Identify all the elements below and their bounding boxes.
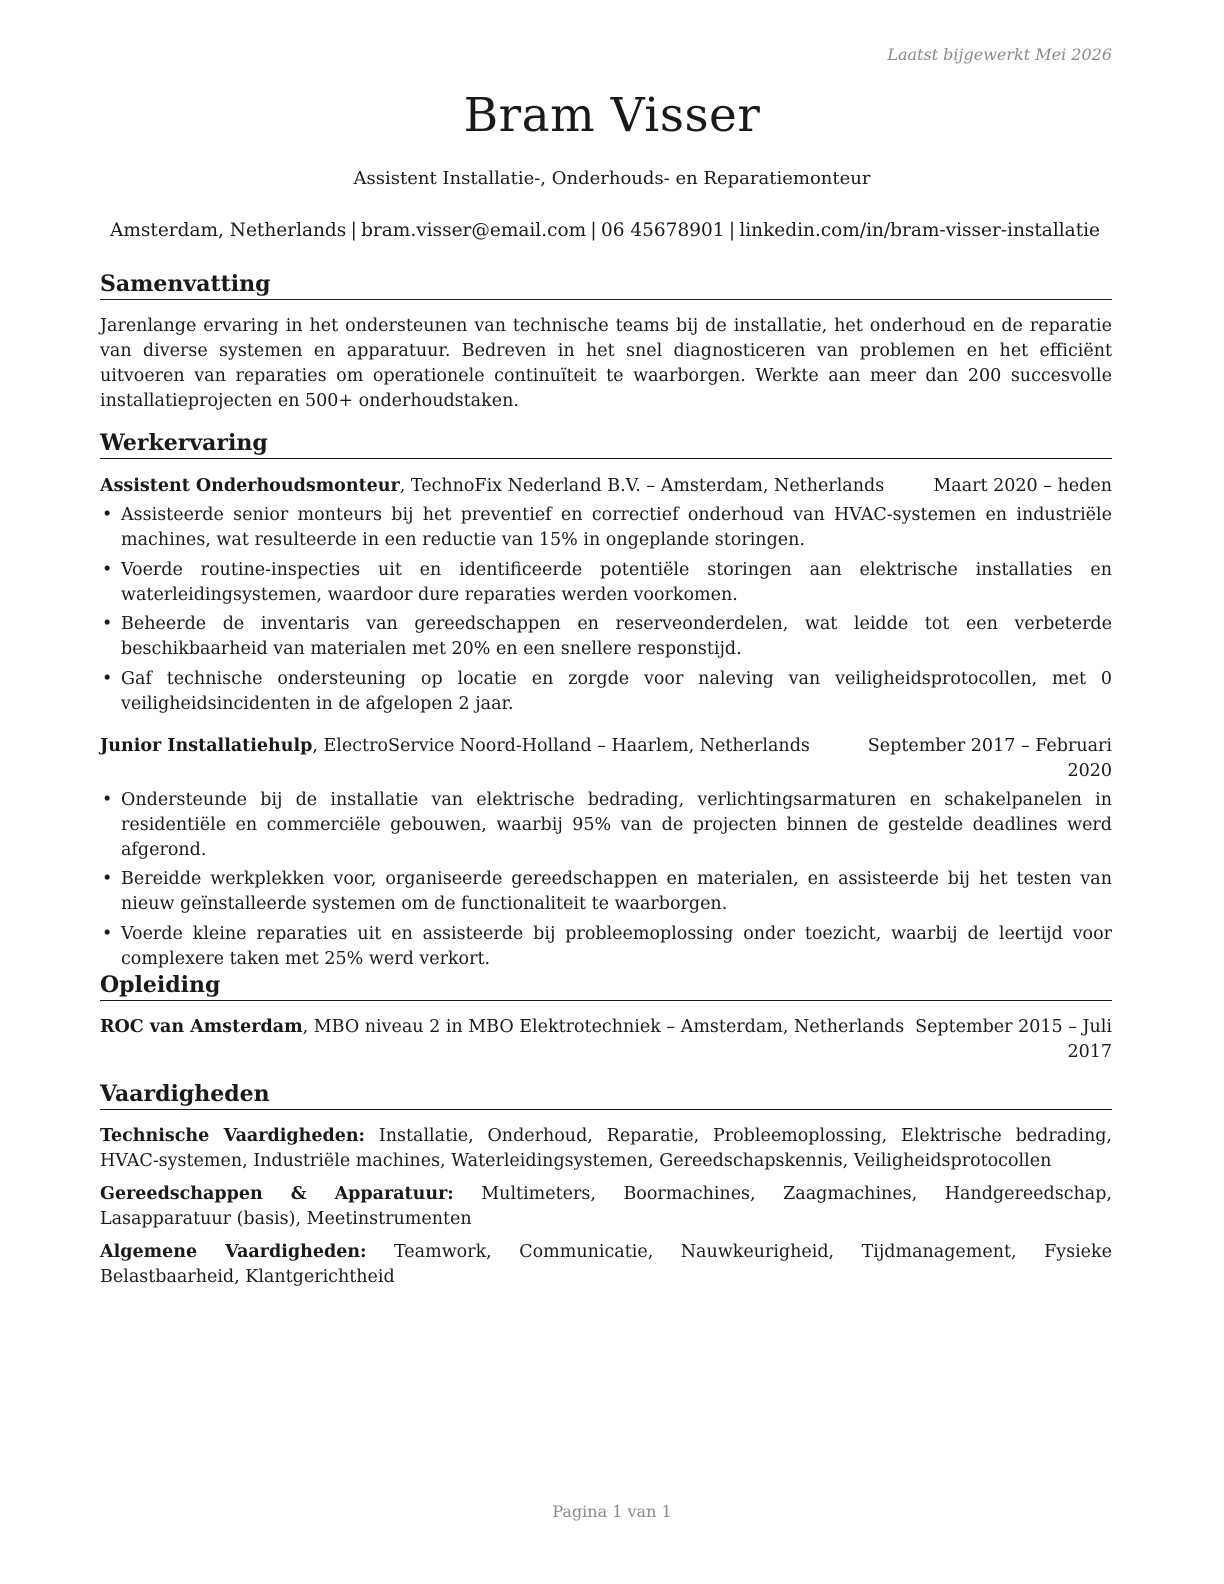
contact-location: Amsterdam, Netherlands (110, 220, 347, 241)
skill-group (100, 1182, 1112, 1232)
bullet-text: Voerde kleine reparaties uit en assisteerde bij probleemoplossing onder toezicht, waarbij de leertijd voor complexere taken met 25% werd verkort. (121, 923, 1112, 969)
section-heading-skills: Vaardigheden (100, 1081, 1112, 1110)
education-line (100, 1015, 904, 1065)
summary-section (100, 271, 1112, 414)
job-bullets (100, 503, 1112, 717)
skill-group-label: Technische Vaardigheden: (100, 1126, 366, 1146)
skills-section (100, 1081, 1112, 1298)
skill-group-label: Algemene Vaardigheden: (100, 1242, 367, 1262)
job-employer: , TechnoFix Nederland B.V. – Amsterdam, Netherlands (399, 476, 885, 496)
school-name: ROC van Amsterdam (100, 1017, 303, 1037)
bullet-text: Gaf technische ondersteuning op locatie en zorgde voor naleving van veiligheidsprotocollen, met 0 veiligheidsincidenten in de afgelopen 2 jaar. (121, 668, 1112, 714)
bullet-icon: • (102, 923, 113, 944)
education-section (100, 972, 1112, 1065)
education-dates (915, 1015, 1112, 1065)
list-item (100, 867, 1112, 917)
job-dates: Maart 2020 – heden (933, 476, 1112, 496)
skill-group (100, 1124, 1112, 1174)
job-employer: , ElectroService Noord-Holland – Haarlem, Netherlands (312, 735, 810, 756)
education-dates-line: September 2015 – Juli (915, 1017, 1112, 1037)
contact-separator: | (590, 220, 597, 241)
bullet-text: Assisteerde senior monteurs bij het preventief en correctief onderhoud van HVAC-systemen en industriële machines, wat resulteerde in een reductie van 15% in ongeplande storingen. (121, 505, 1112, 550)
job-bullets (100, 788, 1112, 972)
candidate-name: Bram Visser (463, 88, 761, 143)
job-role: Junior Installatiehulp (100, 735, 313, 756)
list-item (100, 922, 1112, 972)
job-header (100, 474, 1112, 499)
bullet-text: Beheerde de inventaris van gereedschappen en reserveonderdelen, wat leidde tot een verbeterde beschikbaarheid van materialen met 20% en een snellere responstijd. (121, 614, 1112, 659)
list-item (100, 503, 1112, 553)
contact-email[interactable]: bram.visser@email.com (361, 220, 587, 241)
bullet-icon: • (102, 614, 113, 634)
section-heading-education: Opleiding (100, 972, 1112, 1001)
contact-separator: | (350, 220, 357, 241)
education-entry (100, 1015, 1112, 1065)
education-dates-line: 2017 (1067, 1042, 1112, 1062)
bullet-icon: • (102, 668, 113, 689)
skill-group-items: Teamwork, Communicatie, Nauwkeurigheid, Tijdmanagement, Fysieke Belastbaarheid, Klantgerichtheid (100, 1242, 1112, 1287)
list-item (100, 788, 1112, 863)
bullet-icon: • (102, 789, 113, 810)
bullet-icon: • (102, 869, 113, 889)
skills-list (100, 1124, 1112, 1290)
bullet-text: Bereidde werkplekken voor, organiseerde gereedschappen en materialen, en assisteerde bij het testen van nieuw geïnstalleerde systemen om de functionaliteit te waarborgen. (121, 869, 1112, 914)
section-heading-experience: Werkervaring (100, 430, 1112, 459)
job-entry (100, 734, 1112, 972)
job-title-line (100, 474, 884, 499)
summary-text: Jarenlange ervaring in het ondersteunen van technische teams bij de installatie, het onderhoud en de reparatie van diverse systemen en apparatuur. Bedreven in het snel diagnosticeren van problemen en het efficiënt uitvoeren van reparaties om operationele continuïteit te waarborgen. Werkte aan meer dan 200 succesvolle installatieprojecten en 500+ onderhoudstaken. (100, 316, 1112, 411)
contact-linkedin[interactable]: linkedin.com/in/bram-visser-installatie (739, 220, 1100, 241)
bullet-text: Voerde routine-inspecties uit en identificeerde potentiële storingen aan elektrische installaties en waterleidingsystemen, waardoor dure reparaties werden voorkomen. (121, 559, 1112, 605)
list-item (100, 667, 1112, 717)
contact-separator: | (728, 220, 736, 241)
job-header (100, 734, 1112, 784)
job-role: Assistent Onderhoudsmonteur (100, 476, 400, 496)
last-updated-note: Laatst bijgewerkt Mei 2026 (887, 45, 1112, 64)
bullet-icon: • (102, 559, 113, 580)
job-dates-line: 2020 (1067, 760, 1112, 781)
skill-group (100, 1240, 1112, 1290)
bullet-icon: • (102, 505, 113, 525)
job-dates (868, 734, 1112, 784)
job-dates-line: September 2017 – Februari (867, 735, 1112, 756)
job-title-line (100, 734, 810, 784)
skill-group-items: Installatie, Onderhoud, Reparatie, Probleemoplossing, Elektrische bedrading, HVAC-systemen, Industriële machines, Waterleidingsystemen, Gereedschapskennis, Veiligheidsprotocollen (100, 1126, 1112, 1171)
contact-line (100, 220, 1112, 241)
section-heading-summary: Samenvatting (100, 271, 1112, 300)
contact-phone[interactable]: 06 45678901 (600, 220, 725, 241)
skill-group-items: Multimeters, Boormachines, Zaagmachines, Handgereedschap, Lasapparatuur (basis), Meetinstrumenten (100, 1184, 1112, 1229)
list-item (100, 558, 1112, 608)
skill-group-label: Gereedschappen & Apparatuur: (100, 1184, 454, 1204)
page-number: Pagina 1 van 1 (552, 1502, 672, 1521)
experience-section (100, 430, 1112, 976)
education-program: , MBO niveau 2 in MBO Elektrotechniek – Amsterdam, Netherlands (302, 1017, 905, 1037)
list-item (100, 612, 1112, 662)
job-entry (100, 474, 1112, 717)
bullet-text: Ondersteunde bij de installatie van elektrische bedrading, verlichtingsarmaturen en schakelpanelen in residentiële en commerciële gebouwen, waarbij 95% van de projecten binnen de gestelde deadlines werd afgerond. (121, 789, 1112, 860)
job-title: Assistent Installatie-, Onderhouds- en Reparatiemonteur (353, 168, 871, 189)
